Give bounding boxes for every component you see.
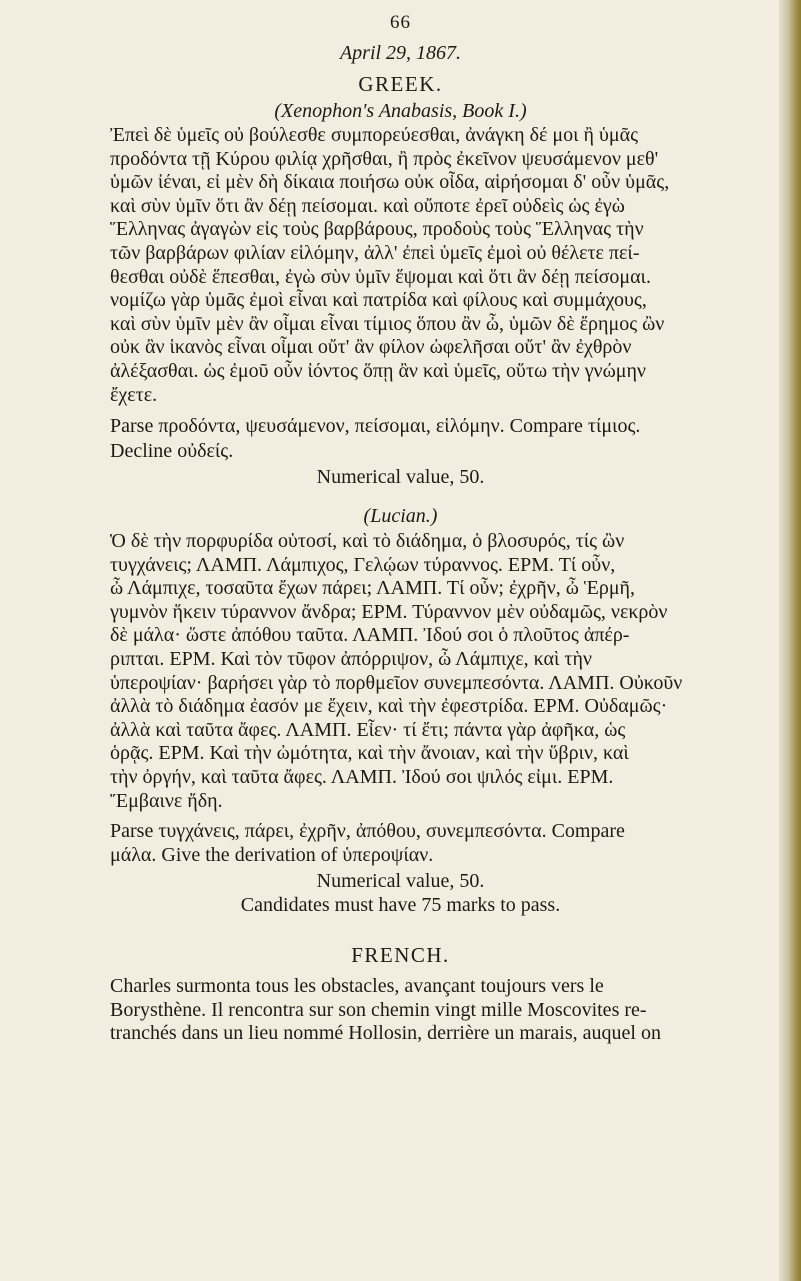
- passage-line: ὁρᾷς. ΕΡΜ. Καὶ τὴν ὠμότητα, καὶ τὴν ἄνοιαν, καὶ τὴν ὕβριν, καὶ: [110, 742, 629, 765]
- passage-line: Ὁ δὲ τὴν πορφυρίδα οὑτοσί, καὶ τὸ διάδημα, ὁ βλοσυρός, τίς ὢν: [110, 530, 625, 552]
- greek-source-lucian: (Lucian.): [363, 505, 438, 527]
- numerical-value-1: Numerical value, 50.: [316, 466, 485, 488]
- passage-line: ὑπεροψίαν· βαρήσει γὰρ τὸ πορθμεῖον συνεμπεσόντα. ΛΑΜΠ. Οὐκοῦν: [110, 671, 683, 694]
- passage-line: Ἔμβαινε ἤδη.: [110, 789, 223, 812]
- passage-line: γυμνὸν ἥκειν τύραννον ἄνδρα; ΕΡΜ. Τύραννον μὲν οὐδαμῶς, νεκρὸν: [110, 600, 668, 623]
- passage-line: τὴν ὀργήν, καὶ ταῦτα ἄφες. ΛΑΜΠ. Ἰδού σοι ψιλός εἰμι. ΕΡΜ.: [110, 765, 614, 788]
- passage-line: Borysthène. Il rencontra sur son chemin vingt mille Moscovites re-: [110, 998, 647, 1021]
- passage-line: καὶ σὺν ὑμῖν ὅτι ἂν δέῃ πείσομαι. καὶ οὔποτε ἐρεῖ οὐδεὶς ὡς ἐγὼ: [110, 194, 625, 217]
- passage-line: θεσθαι οὐδὲ ἕπεσθαι, ἐγὼ σὺν ὑμῖν ἕψομαι καὶ ὅτι ἂν δέῃ πείσομαι.: [110, 265, 651, 288]
- page-edge: [779, 0, 801, 1281]
- passage-line: τῶν βαρβάρων φιλίαν εἱλόμην, ἀλλ' ἐπεὶ ὑμεῖς ἐμοὶ οὐ θέλετε πεί-: [110, 241, 640, 264]
- xenophon-passage: [110, 124, 772, 407]
- passage-line: ἀλλὰ τὸ διάδημα ἐασόν με ἔχειν, καὶ τὴν ἐφεστρίδα. ΕΡΜ. Οὐδαμῶς·: [110, 695, 668, 718]
- passage-line: προδόντα τῇ Κύρου φιλίᾳ χρῆσθαι, ἢ πρὸς ἐκεῖνον ψευσάμενον μεθ': [110, 147, 659, 170]
- passage-line: ὦ Λάμπιχε, τοσαῦτα ἔχων πάρει; ΛΑΜΠ. Τί οὖν; ἐχρῆν, ὦ Ἑρμῆ,: [110, 577, 636, 600]
- passage-line: Ἐπεὶ δὲ ὑμεῖς οὐ βούλεσθε συμπορεύεσθαι, ἀνάγκη δέ μοι ἢ ὑμᾶς: [110, 124, 639, 146]
- page-number: 66: [390, 12, 411, 33]
- passage-line: τυγχάνεις; ΛΑΜΠ. Λάμπιχος, Γελῴων τύραννος. ΕΡΜ. Τί οὖν,: [110, 553, 616, 576]
- passage-line: ἀλλὰ καὶ ταῦτα ἄφες. ΛΑΜΠ. Εἶεν· τί ἔτι; πάντα γὰρ ἀφῆκα, ὡς: [110, 718, 626, 741]
- french-heading: FRENCH.: [351, 943, 450, 967]
- passage-line: νομίζω γὰρ ὑμᾶς ἐμοὶ εἶναι καὶ πατρίδα καὶ φίλους καὶ συμμάχους,: [110, 289, 647, 312]
- decline-instruction: Decline οὐδείς.: [110, 440, 234, 462]
- parse-instruction-2: [110, 820, 772, 867]
- passage-line: ἔχετε.: [110, 383, 158, 406]
- passage-line: Ἕλληνας ἀγαγὼν εἰς τοὺς βαρβάρους, προδοὺς τοὺς Ἕλληνας τὴν: [110, 218, 644, 241]
- passage-line: οὐκ ἂν ἱκανὸς εἶναι οἶμαι οὔτ' ἂν φίλον ὠφελῆσαι οὔτ' ἂν ἐχθρὸν: [110, 336, 632, 359]
- greek-heading: GREEK.: [358, 72, 443, 96]
- passage-line: Charles surmonta tous les obstacles, avançant toujours vers le: [110, 975, 604, 997]
- lucian-passage: [110, 530, 772, 813]
- numerical-value-2: Numerical value, 50.: [316, 870, 485, 892]
- passage-line: καὶ σὺν ὑμῖν μὲν ἂν οἶμαι εἶναι τίμιος ὅπου ἂν ὦ, ὑμῶν δὲ ἔρημος ὢν: [110, 312, 665, 335]
- passage-line: δὲ μάλα· ὥστε ἀπόθου ταῦτα. ΛΑΜΠ. Ἰδού σοι ὁ πλοῦτος ἀπέρ-: [110, 624, 630, 647]
- passage-line: ριπται. ΕΡΜ. Καὶ τὸν τῦφον ἀπόρριψον, ὦ Λάμπιχε, καὶ τὴν: [110, 647, 592, 670]
- passage-line: ὑμῶν ἰέναι, εἰ μὲν δὴ δίκαια ποιήσω οὐκ οἶδα, αἱρήσομαι δ' οὖν ὑμᾶς,: [110, 171, 670, 194]
- french-passage: [110, 975, 772, 1046]
- pass-requirement: Candidates must have 75 marks to pass.: [240, 894, 561, 916]
- exam-date: April 29, 1867.: [339, 42, 462, 64]
- instruction-line: Parse τυγχάνεις, πάρει, ἐχρῆν, ἀπόθου, συνεμπεσόντα. Compare: [110, 820, 625, 842]
- passage-line: ἀλέξασθαι. ὡς ἐμοῦ οὖν ἰόντος ὅπῃ ἂν καὶ ὑμεῖς, οὕτω τὴν γνώμην: [110, 359, 646, 382]
- instruction-line: μάλα. Give the derivation of ὑπεροψίαν.: [110, 843, 434, 866]
- greek-source-xenophon: (Xenophon's Anabasis, Book I.): [274, 100, 527, 122]
- passage-line: tranchés dans un lieu nommé Hollosin, derrière un marais, auquel on: [110, 1022, 661, 1045]
- parse-instruction-1: Parse προδόντα, ψευσάμενον, πείσομαι, εἱλόμην. Compare τίμιος.: [110, 415, 641, 437]
